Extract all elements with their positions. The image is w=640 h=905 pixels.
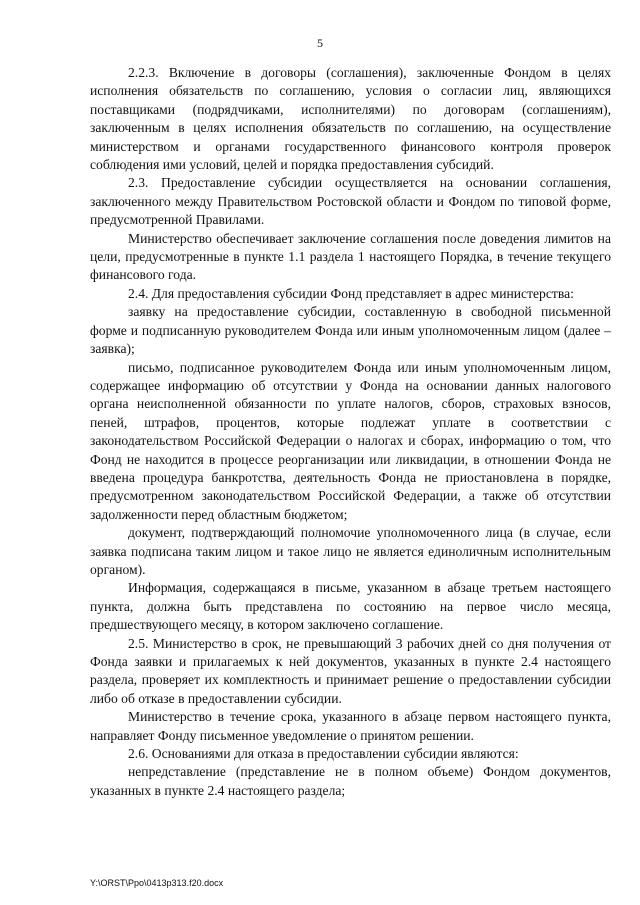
paragraph-2-2-3: 2.2.3. Включение в договоры (соглашения), заключенные Фондом в целях исполнения обязательств по соглашению, условия о согласии лиц, являющихся поставщиками (подрядчиками, исполнителями) по договорам (соглашениям), заключенным в целях исполнения обязательств по соглашению, на осуществление министерством и органами государственного финансового контроля проверок соблюдения ими условий, целей и порядка предоставления субсидий. (90, 65, 611, 173)
page-number: 5 (317, 36, 323, 50)
paragraph-letter-info: Информация, содержащаяся в письме, указанном в абзаце третьем настоящего пункта, должна быть представлена по состоянию на первое число месяца, предшествующего месяцу, в котором заключено соглашение. (90, 580, 611, 633)
paragraph-2-6: 2.6. Основаниями для отказа в предоставлении субсидии являются: (128, 746, 519, 762)
paragraph-application: заявку на предоставление субсидии, составленную в свободной письменной форме и подписанную руководителем Фонда или иным уполномоченным лицом (далее – заявка); (90, 304, 611, 357)
paragraph-2-3: 2.3. Предоставление субсидии осуществляется на основании соглашения, заключенного между Правительством Ростовской области и Фондом по типовой форме, предусмотренной Правилами. (90, 175, 611, 228)
paragraph-authority-document: документ, подтверждающий полномочие уполномоченного лица (в случае, если заявка подписана таким лицом и такое лицо не является единоличным исполнительным органом). (90, 525, 611, 577)
paragraph-non-submission: непредставление (представление не в полном объеме) Фондом документов, указанных в пункте 2.4 настоящего раздела; (90, 764, 611, 798)
paragraph-2-4: 2.4. Для предоставления субсидии Фонд представляет в адрес министерства: (128, 285, 574, 301)
paragraph-notification: Министерство в течение срока, указанного в абзаце первом настоящего пункта, направляет Фонду письменное уведомление о принятом решении. (90, 709, 611, 743)
paragraph-ministry-agreement: Министерство обеспечивает заключение соглашения после доведения лимитов на цели, предусмотренные в пункте 1.1 раздела 1 настоящего Порядка, в течение текущего финансового года. (90, 230, 611, 283)
document-body (90, 64, 611, 800)
footer-file-path: Y:\ORST\Ppo\0413p313.f20.docx (90, 878, 224, 888)
paragraph-2-5: 2.5. Министерство в срок, не превышающий 3 рабочих дней со дня получения от Фонда заявки и прилагаемых к ней документов, указанных в пункте 2.4 настоящего раздела, проверяет их комплектность и принимает решение о предоставлении субсидии либо об отказе в предоставлении субсидии. (90, 635, 611, 706)
paragraph-letter: письмо, подписанное руководителем Фонда или иным уполномоченным лицом, содержащее информацию об отсутствии у Фонда на основании данных налогового органа неисполненной обязанности по уплате налогов, сборов, страховых взносов, пеней, штрафов, процентов, которые подлежат уплате в соответствии с законодательством Российской Федерации о налогах и сборах, информацию о том, что Фонд не находится в процессе реорганизации или ликвидации, в отношении Фонда не введена процедура банкротства, деятельность Фонда не приостановлена в порядке, предусмотренном законодательством Российской Федерации, а также об отсутствии задолженности перед областным бюджетом; (90, 359, 611, 522)
